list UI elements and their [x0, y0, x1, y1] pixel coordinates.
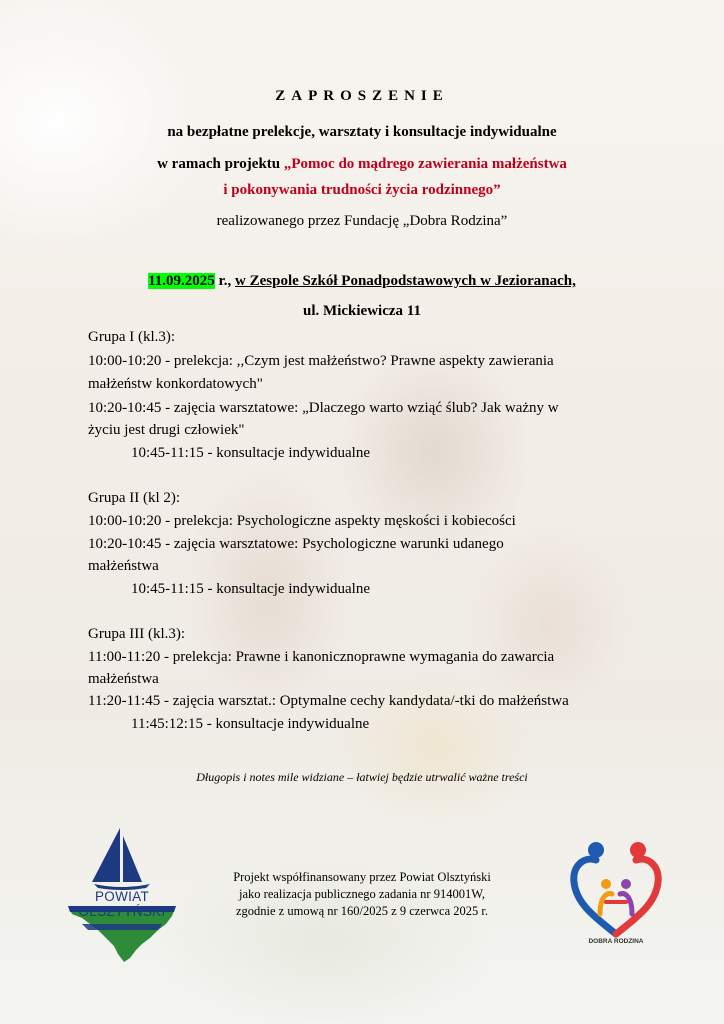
subtitle-line-1: na bezpłatne prelekcje, warsztaty i konsultacje indywidualne: [167, 124, 557, 140]
project-name-part2: i pokonywania trudności życia rodzinnego”: [223, 182, 501, 198]
group-2-line: 10:20-10:45 - zajęcia warsztatowe: Psychologiczne warunki udanego: [88, 536, 504, 552]
group-3-line: 11:20-11:45 - zajęcia warsztat.: Optymalne cechy kandydata/-tki do małżeństwa: [88, 693, 569, 709]
group-1-consult: 10:45-11:15 - konsultacje indywidualne: [131, 445, 370, 461]
group-3-line: 11:00-11:20 - prelekcja: Prawne i kanonicznoprawne wymagania do zawarcia: [88, 649, 555, 665]
group-3-consult: 11:45:12:15 - konsultacje indywidualne: [131, 716, 370, 732]
group-1-line: 10:00-10:20 - prelekcja: ,,Czym jest małżeństwo? Prawne aspekty zawierania: [88, 353, 554, 369]
group-1-line: życiu jest drugi człowiek": [88, 422, 245, 438]
organizer-line: realizowanego przez Fundację „Dobra Rodzina”: [216, 213, 508, 229]
footer-text: [196, 869, 528, 920]
group-3-name: Grupa III (kl.3):: [88, 626, 186, 642]
dobra-rodzina-logo-text: DOBRA RODZINA: [588, 938, 644, 945]
event-date-suffix: r.,: [214, 273, 236, 289]
footer-line-2: jako realizacja publicznego zadania nr 914001W,: [239, 887, 485, 901]
note-line: Długopis i notes mile widziane – łatwiej będzie utrwalić ważne treści: [196, 770, 528, 784]
subtitle-line-2: [0, 156, 724, 173]
group-2-line: 10:00-10:20 - prelekcja: Psychologiczne aspekty męskości i kobiecości: [88, 513, 516, 529]
event-address: ul. Mickiewicza 11: [303, 303, 421, 319]
group-2-name: Grupa II (kl 2):: [88, 490, 181, 506]
dobra-rodzina-logo-icon: [566, 838, 666, 948]
project-name-part1: „Pomoc do mądrego zawierania małżeństwa: [283, 156, 567, 172]
group-2-consult: 10:45-11:15 - konsultacje indywidualne: [131, 581, 370, 597]
project-prefix: w ramach projektu: [157, 156, 284, 172]
group-3-line: małżeństwa: [88, 671, 159, 687]
powiat-logo-text: POWIAT OLSZTYŃSKI: [78, 889, 166, 919]
group-2-line: małżeństwa: [88, 558, 159, 574]
event-venue: w Zespole Szkół Ponadpodstawowych w Jezioranach,: [235, 273, 576, 289]
footer-line-3: zgodnie z umową nr 160/2025 z 9 czerwca 2025 r.: [235, 904, 488, 918]
group-1-name: Grupa I (kl.3):: [88, 329, 176, 345]
footer-line-1: Projekt współfinansowany przez Powiat Olsztyński: [233, 870, 491, 884]
group-1-line: 10:20-10:45 - zajęcia warsztatowe: „Dlaczego warto wziąć ślub? Jak ważny w: [88, 400, 559, 416]
event-date: 11.09.2025: [148, 273, 215, 289]
event-date-line: [0, 273, 724, 290]
group-1-line: małżeństw konkordatowych": [88, 376, 263, 392]
page-title: ZAPROSZENIE: [275, 88, 449, 104]
